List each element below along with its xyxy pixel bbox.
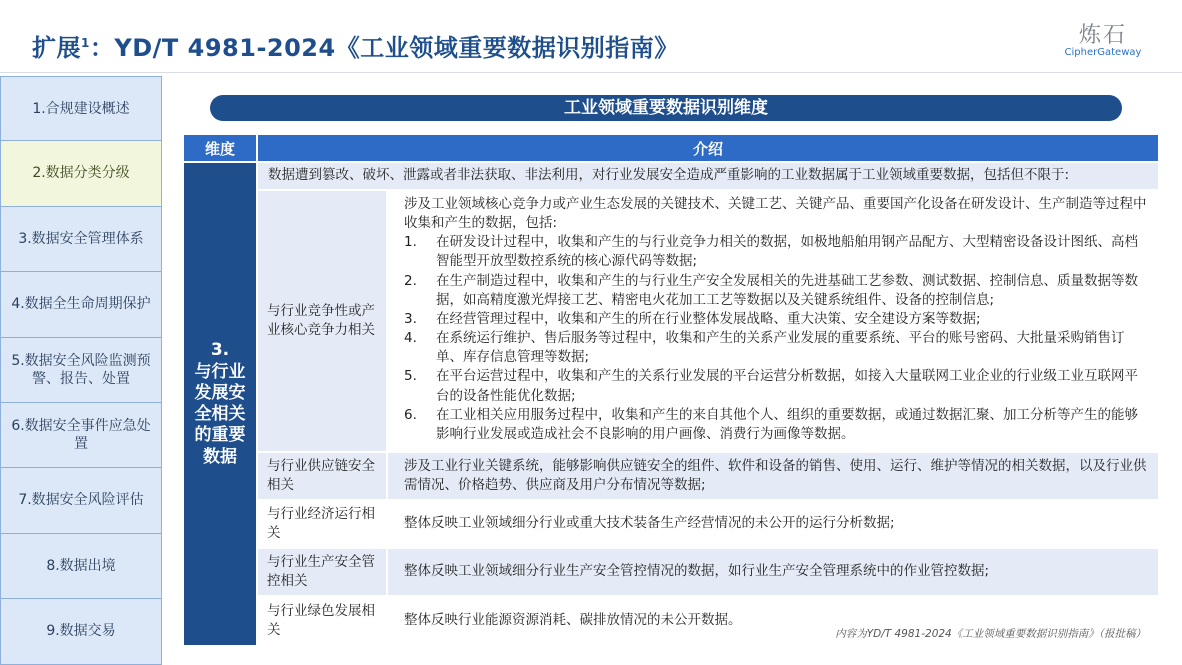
header-intro: 介绍 [258, 135, 1158, 161]
sidebar-item-security-management[interactable]: 3.数据安全管理体系 [0, 207, 162, 272]
sidebar-nav [0, 76, 162, 665]
list-text: 在研发设计过程中，收集和产生的与行业竞争力相关的数据，如极地船舶用钢产品配方、大型精密设备设计图纸、高档智能型开放型数控系统的核心源代码等数据; [436, 234, 1138, 270]
list-number: 3. [404, 310, 417, 327]
dimension-cell: 3. 与行业发展安全相关的重要数据 [184, 163, 256, 645]
description-economic-operation: 整体反映工业领域细分行业或重大技术装备生产经营情况的未公开的运行分析数据; [388, 501, 1158, 547]
list-text: 在工业相关应用服务过程中，收集和产生的来自其他个人、组织的重要数据，或通过数据汇聚、加工分析等产生的能够影响行业发展或造成社会不良影响的用户画像、消费行为画像等数据。 [436, 406, 1138, 442]
list-number: 6. [404, 406, 417, 423]
description-supply-chain: 涉及工业行业关键系统，能够影响供应链安全的组件、软件和设备的销售、使用、运行、维护等情况的相关数据，以及行业供需情况、价格趋势、供应商及用户分布情况等数据; [388, 453, 1158, 499]
sidebar-item-data-classification[interactable]: 2.数据分类分级 [0, 141, 162, 206]
subdimension-supply-chain: 与行业供应链安全相关 [258, 453, 386, 499]
list-item [404, 272, 1148, 310]
title-superscript: 1 [81, 36, 90, 50]
sidebar-item-cross-border[interactable]: 8.数据出境 [0, 534, 162, 599]
list-item [404, 233, 1148, 271]
list-number: 5. [404, 368, 417, 385]
title-divider [0, 72, 1182, 73]
logo-text-cn: 炼石 [1078, 23, 1127, 48]
subdimension-production-safety: 与行业生产安全管控相关 [258, 549, 386, 595]
list-item [404, 406, 1148, 444]
description-lead: 涉及工业领域核心竞争力或产业生态发展的关键技术、关键工艺、关键产品、重要国产化设备在研发设计、生产制造等过程中收集和产生的数据，包括: [404, 196, 1147, 232]
description-production-safety: 整体反映工业领域细分行业生产安全管控情况的数据，如行业生产安全管理系统中的作业管控数据; [388, 549, 1158, 595]
subdimension-competitiveness: 与行业竞争性或产业核心竞争力相关 [258, 191, 386, 451]
list-item [404, 367, 1148, 405]
sidebar-item-risk-assessment[interactable]: 7.数据安全风险评估 [0, 468, 162, 533]
title-main: ：YD/T 4981-2024《工业领域重要数据识别指南》 [89, 34, 679, 62]
page-title [32, 28, 679, 63]
list-item [404, 310, 1148, 329]
section-banner: 工业领域重要数据识别维度 [210, 95, 1122, 121]
intro-row: 数据遭到篡改、破坏、泄露或者非法获取、非法利用，对行业发展安全造成严重影响的工业数据属于工业领域重要数据，包括但不限于: [258, 163, 1158, 189]
sidebar-item-risk-monitoring[interactable]: 5.数据安全风险监测预警、报告、处置 [0, 338, 162, 403]
title-prefix: 扩展 [32, 34, 81, 62]
header-dimension: 维度 [184, 135, 256, 161]
list-text: 在系统运行维护、售后服务等过程中，收集和产生的关系产业发展的重要系统、平台的账号密码、大批量采购销售订单、库存信息管理等数据; [436, 330, 1125, 366]
list-item [404, 329, 1148, 367]
list-number: 2. [404, 272, 417, 289]
sidebar-item-lifecycle-protection[interactable]: 4.数据全生命周期保护 [0, 272, 162, 337]
sidebar-item-compliance-overview[interactable]: 1.合规建设概述 [0, 76, 162, 141]
list-text: 在生产制造过程中，收集和产生的与行业生产安全发展相关的先进基础工艺参数、测试数据、控制信息、质量数据等数据，如高精度激光焊接工艺、精密电火花加工工艺等数据以及关键系统组件、设备的控制信息; [436, 272, 1138, 308]
description-competitiveness [388, 191, 1158, 451]
list-text: 在平台运营过程中，收集和产生的关系行业发展的平台运营分析数据，如接入大量联网工业企业的行业级工业互联网平台的设备性能优化数据; [436, 368, 1138, 404]
sidebar-item-incident-response[interactable]: 6.数据安全事件应急处置 [0, 403, 162, 468]
dimension-table [184, 135, 1158, 645]
source-footnote: 内容为YD/T 4981-2024《工业领域重要数据识别指南》（报批稿） [835, 628, 1146, 640]
logo-text-en: CipherGateway [1064, 47, 1142, 58]
subdimension-economic-operation: 与行业经济运行相关 [258, 501, 386, 547]
description-green-development: 整体反映行业能源资源消耗、碳排放情况的未公开数据。 [388, 597, 1158, 645]
brand-logo [1058, 18, 1148, 58]
sidebar-item-data-trading[interactable]: 9.数据交易 [0, 599, 162, 664]
list-number: 4. [404, 330, 417, 347]
subdimension-green-development: 与行业绿色发展相关 [258, 597, 386, 645]
list-text: 在经营管理过程中，收集和产生的所在行业整体发展战略、重大决策、安全建设方案等数据; [436, 310, 981, 327]
list-number: 1. [404, 234, 417, 251]
